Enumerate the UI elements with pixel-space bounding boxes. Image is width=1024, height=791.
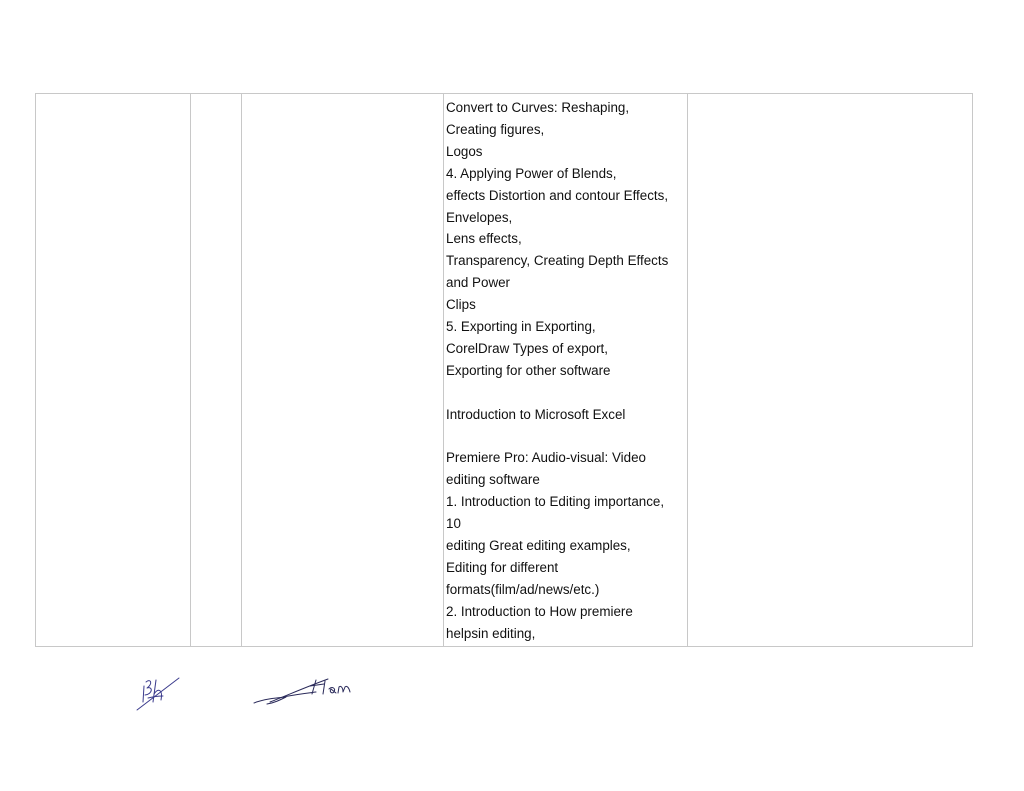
table-cell-5: [688, 94, 973, 647]
text-line: Premiere Pro: Audio-visual: Video: [446, 450, 646, 466]
signature-alam-drawing: [250, 672, 358, 708]
text-line: editing Great editing examples,: [446, 538, 631, 554]
text-line: editing software: [446, 472, 540, 488]
text-line: 1. Introduction to Editing importance,: [446, 494, 665, 510]
text-line: Clips: [446, 297, 476, 313]
text-line: Envelopes,: [446, 209, 513, 225]
text-line: Lens effects,: [446, 231, 522, 247]
text-line: 10: [446, 516, 461, 532]
text-line: Logos: [446, 143, 483, 159]
signature-initials: [132, 672, 184, 719]
signature-alam: [250, 672, 358, 713]
text-line: Introduction to Microsoft Excel: [446, 406, 626, 422]
text-line: and Power: [446, 275, 511, 291]
table-cell-2: [191, 94, 242, 647]
text-line: 5. Exporting in Exporting,: [446, 319, 596, 335]
text-line: 2. Introduction to How premiere: [446, 603, 633, 619]
text-line: Convert to Curves: Reshaping,: [446, 100, 630, 115]
text-line: helpsin editing,: [446, 625, 536, 641]
blank-line: [446, 426, 685, 448]
text-line: CorelDraw Types of export,: [446, 340, 608, 356]
text-line: Transparency, Creating Depth Effects: [446, 253, 669, 269]
table-cell-3: [242, 94, 444, 647]
text-line: Exporting for other software: [446, 362, 611, 378]
signature-initials-drawing: [132, 672, 184, 714]
table-cell-4: [444, 94, 688, 647]
text-line: formats(film/ad/news/etc.): [446, 581, 600, 597]
text-line: 4. Applying Power of Blends,: [446, 165, 617, 181]
syllabus-table: [35, 93, 973, 647]
cell-text: [444, 94, 687, 645]
text-line: effects Distortion and contour Effects,: [446, 187, 669, 203]
text-line: Editing for different: [446, 560, 559, 575]
table-row: [36, 94, 973, 647]
table-cell-1: [36, 94, 191, 647]
blank-line: [446, 382, 685, 404]
text-line: Creating figures,: [446, 121, 545, 137]
